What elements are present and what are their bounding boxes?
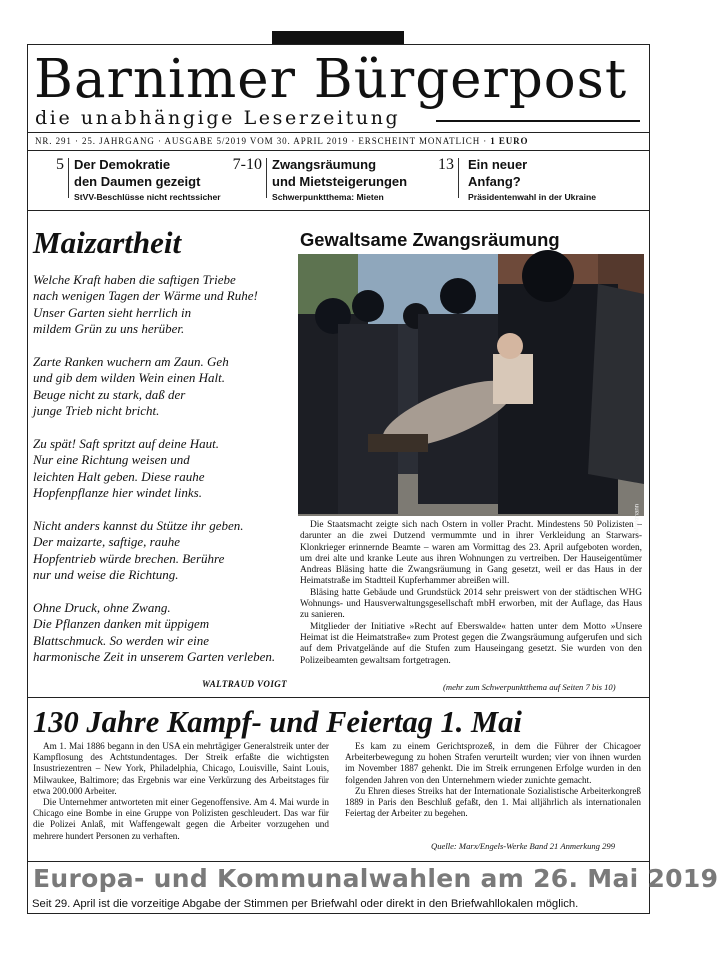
price: 1 EURO — [490, 136, 529, 146]
masthead-title: Barnimer Bürgerpost — [34, 49, 628, 110]
issue-info: NR. 291 · 25. JAHRGANG · AUSGABE 5/2019 VOM 30. APRIL 2019 · ERSCHEINT MONATLICH · — [35, 136, 491, 146]
teaser-divider — [68, 158, 69, 198]
paragraph: Mitglieder der Initiative »Recht auf Eberswalde« hatten unter dem Motto »Unsere Heimat ist die Heimatstraße« zum Protest gegen die Zwangsräumung aufgerufen und sich auf dem Privatgelände auf die Stufen zum Hauseingang gesetzt. Sie wurden von den Polizeibeamten gewaltsam fortgetragen. — [300, 621, 642, 666]
poem-stanza: Welche Kraft haben die saftigen Triebe nach wenigen Tagen der Wärme und Ruhe! Unser Garten sieht herrlich in mildem Grün zu uns herüber. — [33, 272, 258, 337]
teaser-eviction[interactable] — [226, 156, 426, 206]
paragraph: Es kam zu einem Gerichtsprozeß, in dem die Führer der Chicagoer Arbeiterbewegung zu hohen Strafen verurteilt wurden; vier von ihnen wurden im November 1887 gehenkt. Die im Streik errungenen Erfolge wurden in den folgenden Jahren von den Unternehmern wieder zunichte gemacht. — [345, 741, 641, 785]
divider — [27, 132, 650, 133]
poem-title: Maizartheit — [33, 225, 182, 260]
teaser-headline: den Daumen gezeigt — [74, 174, 201, 189]
teaser-divider — [266, 158, 267, 198]
election-banner-title: Europa- und Kommunalwahlen am 26. Mai 2019 — [33, 864, 718, 893]
paragraph: Die Unternehmer antworteten mit einer Gegenoffensive. Am 4. Mai wurde in Chicago eine Bombe in eine Gruppe von Polizisten geschleudert. Das war für die Polizei Anlaß, mit Waffengewalt gegen die Arbeiter vorzugehen und mehrere hundert Personen zu verhaften. — [33, 797, 329, 841]
photo-illustration — [298, 254, 644, 516]
photo-credit: Foto: Gerd Markmann — [635, 504, 641, 563]
teaser-headline: und Mietsteigerungen — [272, 174, 408, 189]
paragraph: Die Staatsmacht zeigte sich nach Ostern in voller Pracht. Mindestens 50 Polizisten – darunter an die zwei Dutzend vermummte und in ihrer Verkleidung an Starwars-Klonkrieger erinnernde Beamte – waren am Vormittag des 23. April aufgeboten worden, um drei alte und kranke Leute aus ihren Wohnungen zu vertreiben. Der Hauseigentümer Andreas Bläsing hatte die Zwangsräumung in Gang gesetzt, weil er das Haus in der Heimatstraße im Stadtteil Kupferhammer abreißen will. — [300, 520, 642, 587]
mai-article-right-column — [345, 741, 641, 819]
lead-story-body — [300, 520, 642, 667]
teaser-subline: Schwerpunktthema: Mieten — [272, 192, 384, 202]
teaser-headline: Der Demokratie — [74, 157, 171, 172]
poem-stanza: Nicht anders kannst du Stütze ihr geben. Der maizarte, saftige, rauhe Hopfentrieb würde brechen. Berühre nur und weise die Richtung. — [33, 518, 244, 583]
teaser-divider — [458, 158, 459, 198]
teaser-page-number: 13 — [438, 156, 454, 173]
paragraph: Bläsing hatte Gebäude und Grundstück 2014 sehr preiswert von der städtischen WHG Wohnungs- und Hausverwaltungsgesellschaft mbH erworben, mit der Auflage, das Haus zu sanieren. — [300, 587, 642, 621]
teaser-ukraine[interactable] — [430, 156, 640, 206]
election-banner-subtitle: Seit 29. April ist die vorzeitige Abgabe der Stimmen per Briefwahl oder direkt in den Briefwahllokalen möglich. — [32, 898, 579, 910]
teaser-page-number: 5 — [56, 156, 64, 173]
teaser-subline: Präsidentenwahl in der Ukraine — [468, 192, 596, 202]
mai-article-left-column — [33, 741, 329, 842]
mai-article-title: 130 Jahre Kampf- und Feiertag 1. Mai — [33, 705, 522, 739]
lead-story-title: Gewaltsame Zwangsräumung — [300, 229, 560, 250]
poem-stanza: Zarte Ranken wuchern am Zaun. Geh und gib dem wilden Wein einen Halt. Beuge nicht zu stark, daß der junge Trieb nicht bricht. — [33, 354, 229, 419]
poem-stanza: Zu spät! Saft spritzt auf deine Haut. Nur eine Richtung weisen und leichten Halt geben. Diese rauhe Hopfenpflanze hier windet links. — [33, 436, 219, 501]
divider — [27, 697, 650, 698]
masthead-rule — [436, 120, 640, 122]
masthead-subtitle: die unabhängige Leserzeitung — [35, 107, 401, 129]
poem-author: WALTRAUD VOIGT — [202, 679, 288, 689]
teaser-page-number: 7-10 — [232, 156, 262, 173]
mai-article-source: Quelle: Marx/Engels-Werke Band 21 Anmerkung 299 — [431, 841, 616, 851]
teaser-headline: Ein neuer — [468, 157, 528, 172]
teaser-democracy[interactable] — [40, 156, 240, 206]
poem-body — [33, 272, 295, 682]
lead-story-reference: (mehr zum Schwerpunktthema auf Seiten 7 bis 10) — [443, 682, 616, 692]
teaser-headline: Zwangsräumung — [272, 157, 377, 172]
poem-stanza: Ohne Druck, ohne Zwang. Die Pflanzen danken mit üppigem Blattschmuck. So werden wir eine harmonische Zeit in unserem Garten verleben. — [33, 600, 276, 665]
paragraph: Am 1. Mai 1886 begann in den USA ein mehrtägiger Generalstreik unter der Kampflosung des Achtstundentages. Der Streik erfaßte die wichtigsten Insustriezentren – New York, Philadelphia, Chicago, Louisville, Saint Louis, Milwaukee, Baltimore; das Ergebnis war eine Verkürzung des Arbeitstages für etwa 200.000 Arbeiter. — [33, 741, 329, 796]
teaser-subline: StVV-Beschlüsse nicht rechtssicher — [74, 192, 221, 202]
divider — [27, 150, 650, 151]
paragraph: Zu Ehren dieses Streiks hat der Internationale Sozialistische Arbeiterkongreß 1889 in Paris den Beschluß gefaßt, den 1. Mai alljährlich als internationalen Feiertag der Arbeiter zu begehen. — [345, 785, 641, 819]
divider — [27, 861, 650, 862]
issue-info-line — [35, 136, 645, 146]
top-black-bar — [272, 31, 404, 44]
teaser-headline: Anfang? — [468, 174, 521, 189]
divider — [27, 210, 650, 211]
